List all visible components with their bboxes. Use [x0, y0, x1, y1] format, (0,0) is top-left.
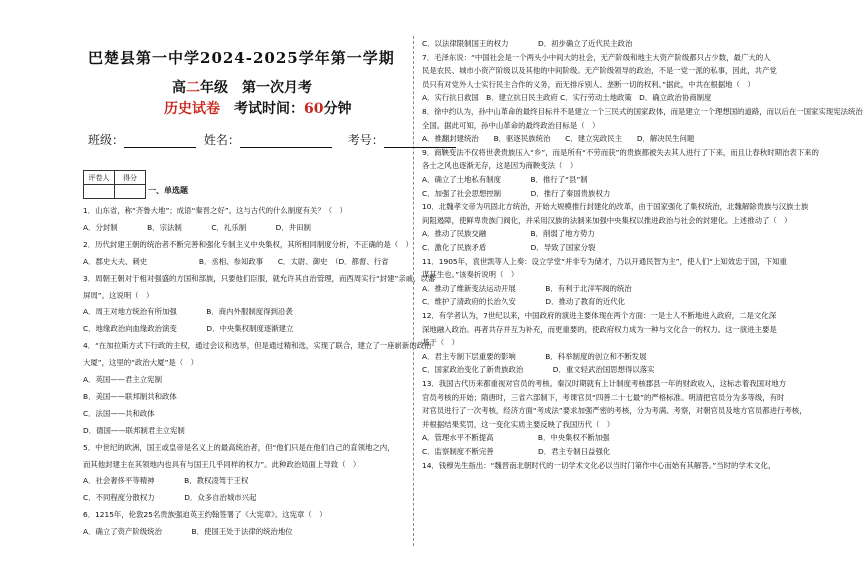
column-divider — [413, 36, 414, 546]
question-line: 对官员进行了一次考核，经济方面“考成法”要求加强严密的考核，分为考满、考察，对朝官员及地方官员都进行考核， — [422, 406, 807, 416]
score-table — [83, 170, 146, 199]
exam-grade-title — [172, 77, 312, 97]
question-line: C．激化了民族矛盾 D．导致了国家分裂 — [422, 243, 596, 252]
question-line: 12．有学者认为，7世纪以来，中国政府的演进主要体现在两个方面：一是士人不断地进入政府，二是文化深 — [422, 311, 777, 320]
name-label: 姓名： — [203, 133, 240, 147]
question-line: 11．1905年，袁世凯等人上奏：设立学堂“并非专为储才，乃以开通民智为主”，使人们“上知效忠于国，下知重 — [422, 256, 787, 266]
question-line: 大厦”，这里的“政治大厦”是（ ） — [83, 358, 198, 368]
question-line: 5．中世纪的欧洲，国王或皇帝是名义上的最高统治者，但“他们只是在他们自己的直领地之内， — [83, 442, 395, 452]
question-line: A．推动了维新变法运动开展 B．有利于北洋军阀的统治 — [422, 283, 632, 293]
question-line: 员只有对党外人士实行民主合作的义务，而无排斥别人、垄断一切的权利。”据此，中共在根据地（ ） — [422, 79, 755, 89]
question-line: A．推动了民族交融 B．削弱了地方势力 — [422, 229, 595, 239]
question-line: 谋其生也。”该奏折说明（ ） — [422, 270, 519, 280]
question-line: 民是农民、城市小资产阶级以及其他的中间阶级。无产阶级领导的政治，不是一党一派的私事，因此，共产党 — [422, 66, 777, 76]
score-table-grader-cell[interactable] — [84, 185, 115, 199]
class-label: 班级： — [88, 133, 125, 147]
exam-subject-title — [164, 98, 351, 118]
exam-school-title: 巴楚县第一中学2024-2025学年第一学期 — [88, 49, 395, 67]
question-line: 10．北魏孝文帝为巩固北方统治，开始大规模推行封建化的改革，由于国家强化了集权统治，北魏解除贵族与汉族士族 — [422, 202, 809, 212]
score-table-score-header: 得分 — [115, 171, 146, 185]
question-line: 基于（ ） — [422, 338, 459, 348]
class-field[interactable] — [124, 135, 196, 148]
question-line: 深地融入政治。再者共存并互为补充，而更重要的，使政府权力成为一种与文化合一的权力。这一演进主要是 — [422, 324, 777, 334]
question-line: A．确立了资产阶级统治 B．使国王处于法律的统治地位 — [83, 527, 293, 537]
time-unit: 分钟 — [323, 101, 352, 117]
time-value: 60 — [304, 101, 324, 117]
question-line: 9．商鞅变法不仅将世袭贵族压入“乡”，而是所有“不劳而获”的贵族都被失去其人进行了下来，而且让春秋时期治表下来的 — [422, 147, 819, 157]
question-line: 官员考核的开始；隋唐时，三省六部制下，考课官员“四善二十七最”的严格标准。明清把官员分为多等级，有时 — [422, 392, 785, 402]
grade-number: 二 — [186, 80, 200, 96]
question-line: D．德国——联邦制君主立宪制 — [83, 425, 185, 435]
question-line: A．社会奢侈平等精神 B．教权凌驾于王权 — [83, 476, 249, 486]
question-line: 4．“在加拉斯方式下行政的主权，通过会议和选举，但是通过精和选，实现了联合，建立了一座崭新的政治 — [83, 341, 432, 351]
question-line: 6．1215年，伦敦25名贵族强迫英王约翰签署了《大宪章》。这宪章（ ） — [83, 510, 327, 520]
question-line: 14．钱穆先生指出：“魏晋南北朝时代的一切学术文化必以当时门第作中心而始有其解答。”当时的学术文化， — [422, 460, 776, 470]
question-line: 1．山东省，称“齐鲁大地”；成语“秦晋之好”。这与古代的什么制度有关？（ ） — [83, 206, 347, 215]
question-line: A．实行抗日救国 B．建立抗日民主政府 C．实行劳动土地政策 D．确立政治协商制度 — [422, 93, 712, 103]
question-line: C．不同程度分散权力 D．众多自治城市兴起 — [83, 493, 257, 503]
time-label: 考试时间： — [220, 101, 304, 117]
question-line: 屏周”。这说明（ ） — [83, 290, 154, 300]
number-label: 考号： — [347, 133, 384, 147]
question-line: B．美国——联邦制共和政体 — [83, 391, 177, 401]
question-line: A．管理水平不断提高 B．中央集权不断加强 — [422, 433, 610, 443]
grade-suffix: 年级 第一次月考 — [200, 80, 312, 96]
question-line: A．郡史大夫、刺史 B．丞相、参知政事 C．太尉、御史 （D．都督、行省 — [83, 256, 389, 266]
question-line: 8．徐中约认为，孙中山革命的最终目标并不是建立一个三民式的国家政体，而是建立一个理想国的道路，而以后在一国家实现宪法统治 — [422, 107, 863, 116]
question-line: A．推翻封建统治 B．驱逐民族统治 C．建立宪政民主 D．解决民生问题 — [422, 134, 695, 144]
question-line: 各士之风也逐渐无存，这是因为商鞅变法（ ） — [422, 161, 578, 171]
question-line: A．周王对地方统治有所加强 B．商内外服制度得到沿袭 — [83, 307, 293, 317]
question-line: C．法国——共和政体 — [83, 408, 155, 418]
score-table-grader-header: 评卷人 — [84, 171, 115, 185]
question-line: 13．我国古代历来都重视对官员的考核。秦汉时期就有上计制度考核郡县一年的财政收入，这标志着我国对地方 — [422, 379, 787, 388]
question-line: C．加强了社会思想控制 D．推行了秦国贵族权力 — [422, 188, 611, 198]
question-line: A．分封制 B．宗法制 C．礼乐制 D．井田制 — [83, 222, 311, 232]
name-field[interactable] — [240, 135, 332, 148]
question-line: A．英国——君主立宪制 — [83, 375, 162, 384]
question-line: C．监察制度不断完善 D．君主专制日益强化 — [422, 447, 611, 456]
question-line: 全国。据此可知，孙中山革命的最终政治目标是（ ） — [422, 120, 600, 130]
question-line: C．以法律限制国王的权力 D．初步确立了近代民主政治 — [422, 39, 633, 48]
question-line: 并根据结果奖罚，这一变化实质主要反映了我国历代（ ） — [422, 419, 615, 429]
subject-label: 历史试卷 — [164, 101, 220, 117]
question-line: 2．历代封建王朝的统治者不断完善和强化专制主义中央集权，其所相同制度分析，不正确的是（ ） — [83, 239, 413, 249]
question-line: 而其他封建主在其领地内也具有与国王几乎同样的权力”。此种政治局面上导致（ ） — [83, 459, 361, 469]
section-title: 一、单选题 — [148, 185, 188, 195]
score-table-score-cell[interactable] — [115, 185, 146, 199]
question-line: 7．毛泽东说：“中国社会是一个两头小中间大的社会，无产阶级和地主大资产阶级都只占少数，最广大的人 — [422, 52, 771, 62]
student-info-line — [88, 131, 456, 148]
question-line: C．地缘政治向血缘政治演变 D．中央集权制度逐渐建立 — [83, 324, 294, 334]
question-line: 3．周朝王朝对于相对强盛的方国和部族，只要他们臣服，就允许其自治管理，而西周实行“封建”亲戚，以蕃 — [83, 273, 436, 283]
question-line: C．国家政治变化了新贵族政治 D．重文轻武治国思想得以落实 — [422, 365, 655, 375]
grade-prefix: 高 — [172, 80, 186, 96]
question-line: 间阻遏障，使鲜卑贵族门阀化，并采用汉族的法制来加强中央集权以推进政治与社会的封建化。上述推动了（ ） — [422, 215, 792, 225]
question-line: A．君主专制下层重要的影响 B．科举制度的创立和不断发展 — [422, 351, 647, 361]
question-line: C．维护了清政府的长治久安 D．推动了教育的近代化 — [422, 297, 626, 307]
question-line: A．确立了土地私有制度 B．推行了“县”制 — [422, 175, 588, 184]
